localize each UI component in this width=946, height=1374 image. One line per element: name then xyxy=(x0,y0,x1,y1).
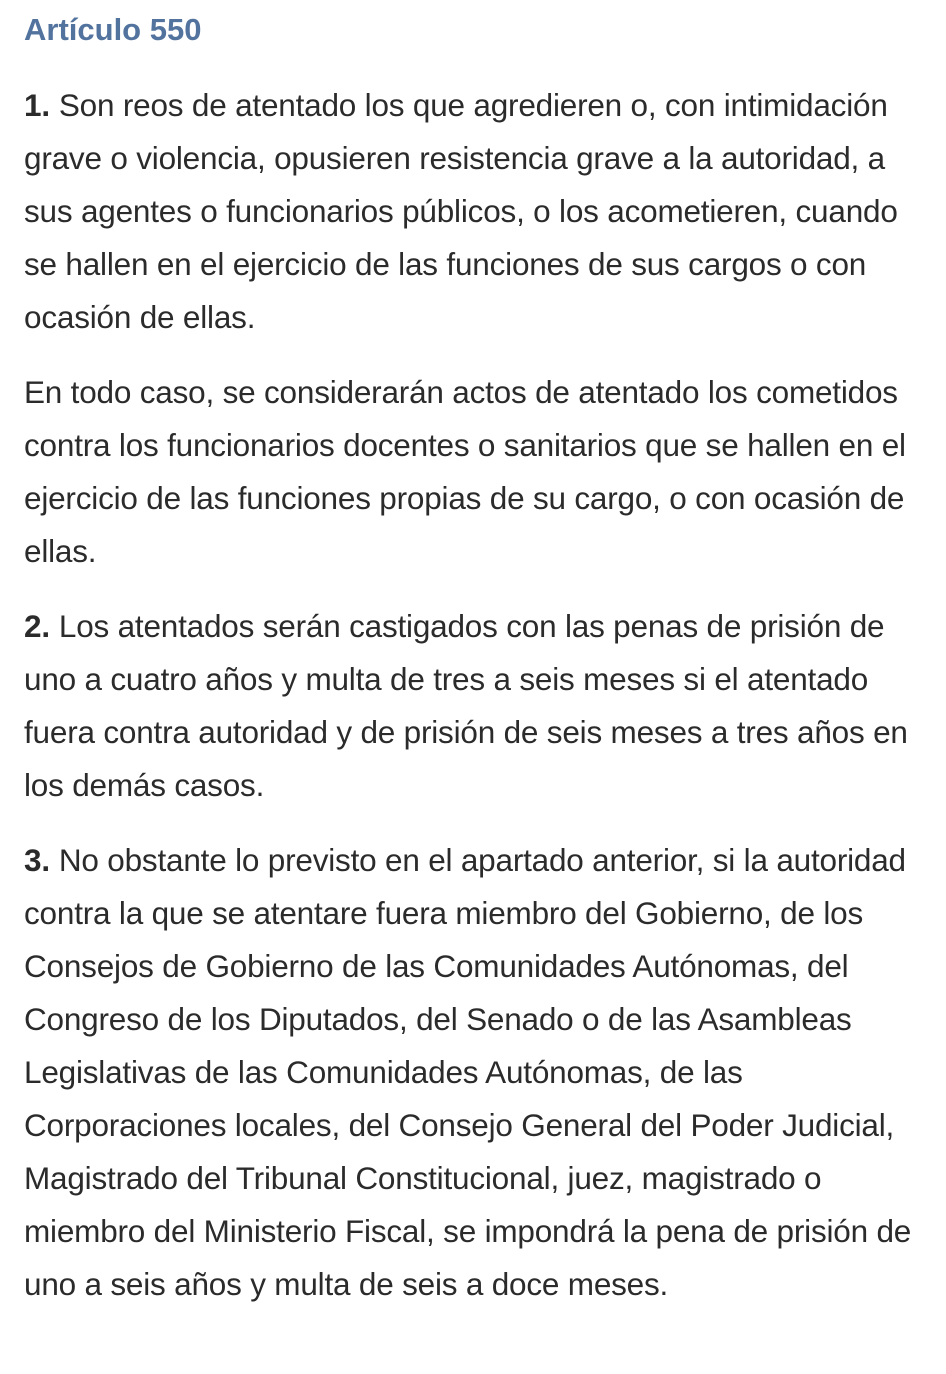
paragraph-2 xyxy=(24,600,932,812)
paragraph-3 xyxy=(24,834,932,1311)
paragraph-number: 1. xyxy=(24,87,50,123)
article-title: Artículo 550 xyxy=(24,12,202,47)
paragraph-text: Son reos de atentado los que agredieren o, con intimidación grave o violencia, opusieren resistencia grave a la autoridad, a sus agentes o funcionarios públicos, o los acometieren, cuando se hallen en el ejercicio de las funciones de sus cargos o con ocasión de ellas. xyxy=(24,87,898,335)
paragraph-text: En todo caso, se considerarán actos de atentado los cometidos contra los funcionarios docentes o sanitarios que se hallen en el ejercicio de las funciones propias de su cargo, o con ocasión de ellas. xyxy=(24,374,906,569)
paragraph-number: 3. xyxy=(24,842,50,878)
paragraph-text: Los atentados serán castigados con las penas de prisión de uno a cuatro años y multa de tres a seis meses si el atentado fuera contra autoridad y de prisión de seis meses a tres años en los demás casos. xyxy=(24,608,908,803)
paragraph-1 xyxy=(24,79,932,344)
paragraph-number: 2. xyxy=(24,608,50,644)
paragraph-text: No obstante lo previsto en el apartado anterior, si la autoridad contra la que se atentare fuera miembro del Gobierno, de los Consejos de Gobierno de las Comunidades Autónomas, del Congreso de los Diputados, del Senado o de las Asambleas Legislativas de las Comunidades Autónomas, de las Corporaciones locales, del Consejo General del Poder Judicial, Magistrado del Tribunal Constitucional, juez, magistrado o miembro del Ministerio Fiscal, se impondrá la pena de prisión de uno a seis años y multa de seis a doce meses. xyxy=(24,842,912,1302)
paragraph-1-continuation xyxy=(24,366,932,578)
